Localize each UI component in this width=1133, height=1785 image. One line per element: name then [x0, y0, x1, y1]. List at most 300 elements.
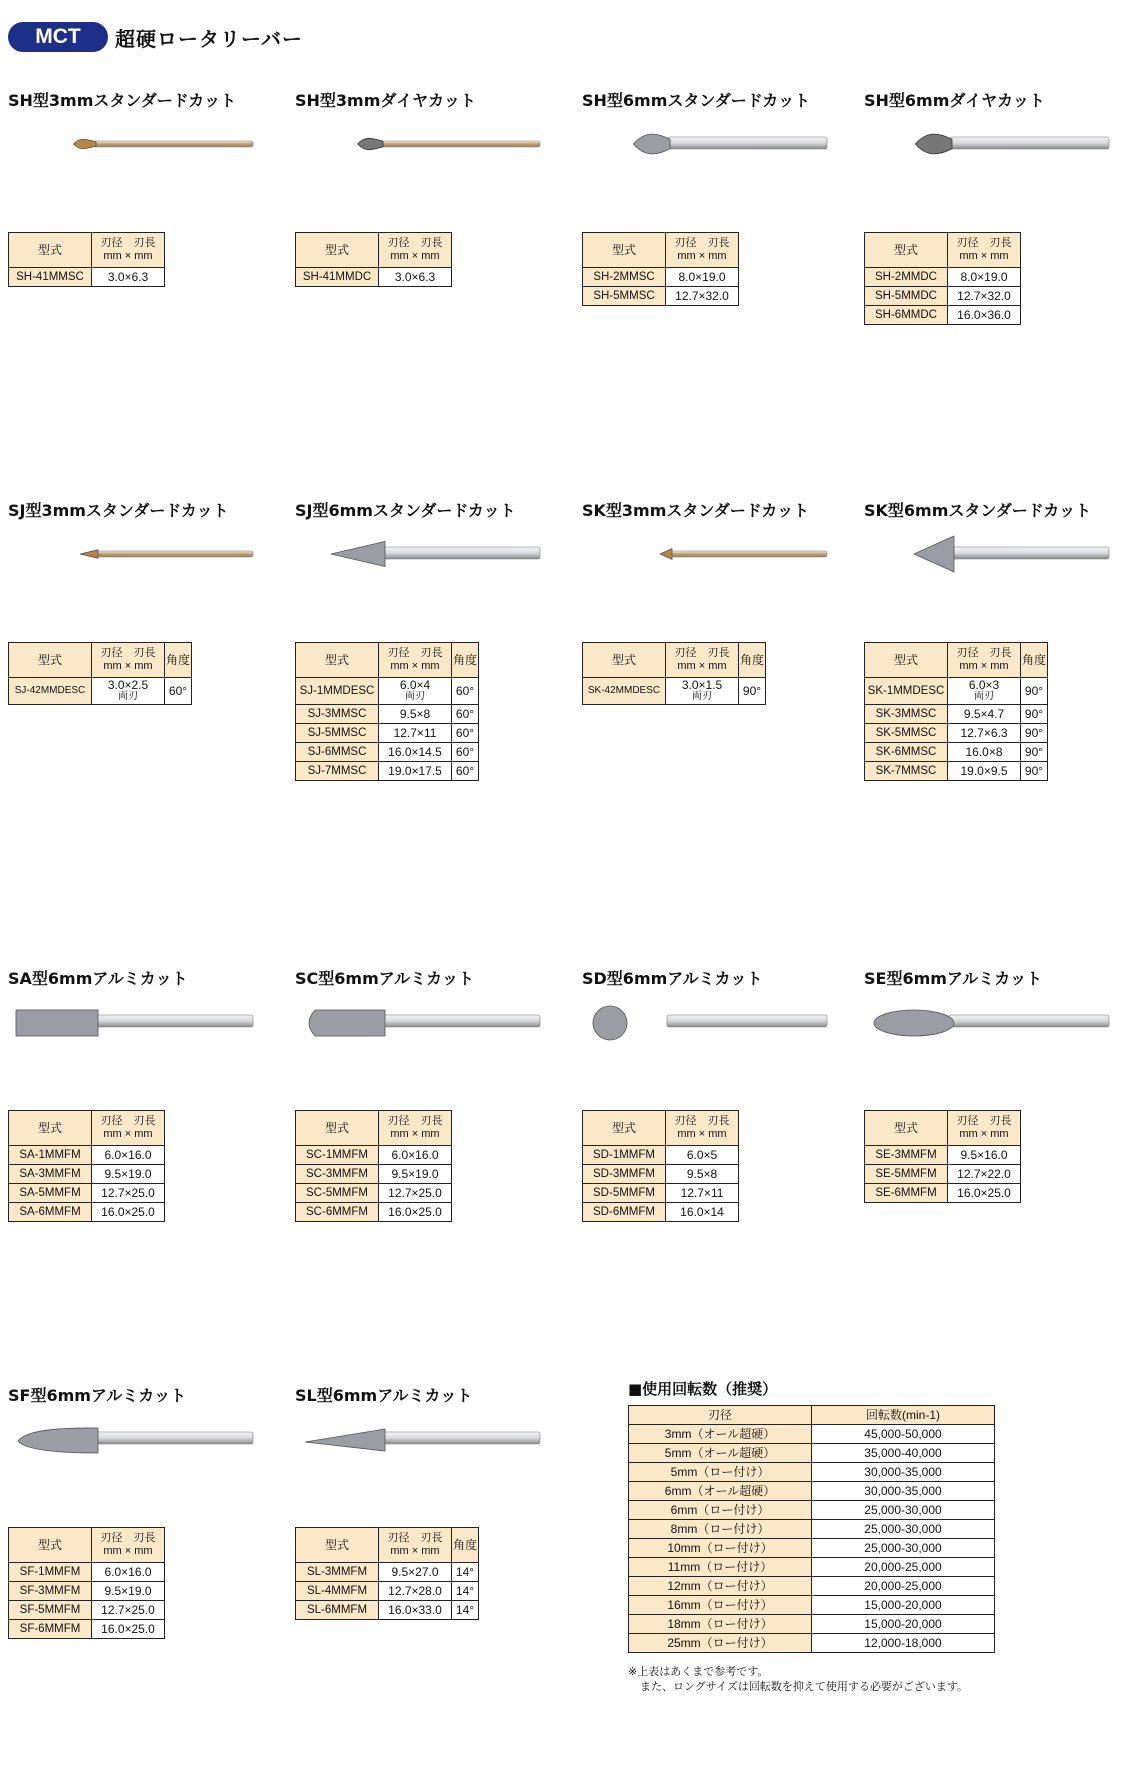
product-card — [864, 500, 1133, 778]
rpm-size-cell: 10mm（ロー付け） — [629, 1539, 812, 1558]
dimension-cell — [666, 1146, 739, 1165]
dimension-cell — [948, 1184, 1021, 1203]
dimension-cell — [379, 743, 452, 762]
col-dimension — [92, 1111, 165, 1146]
col-angle: 角度 — [452, 643, 479, 678]
dimension-cell — [92, 1203, 165, 1222]
table-row — [865, 287, 1021, 306]
product-title: SC型6mmアルミカット — [295, 969, 474, 988]
bur-image — [8, 122, 258, 168]
dimension-cell — [666, 287, 739, 306]
table-row — [865, 724, 1048, 743]
dimension-value: 9.5×8 — [399, 707, 431, 721]
rpm-size-cell: 5mm（オール超硬） — [629, 1444, 812, 1463]
col-dimension-line2: mm × mm — [103, 1545, 153, 1557]
col-model: 型式 — [583, 233, 666, 268]
table-row — [296, 1203, 452, 1222]
spec-header-row — [9, 1111, 165, 1146]
rpm-row — [629, 1425, 995, 1444]
rpm-speed-cell: 30,000-35,000 — [812, 1482, 995, 1501]
table-row — [296, 1184, 452, 1203]
product-title: SK型6mmスタンダードカット — [864, 501, 1092, 520]
rpm-size-cell: 8mm（ロー付け） — [629, 1520, 812, 1539]
dimension-value: 16.0×25.0 — [388, 1205, 442, 1219]
product-title: SL型6mmアルミカット — [295, 1386, 473, 1405]
angle-cell: 90° — [1021, 705, 1048, 724]
table-row — [583, 287, 739, 306]
col-model: 型式 — [9, 1528, 92, 1563]
dimension-cell — [92, 1146, 165, 1165]
model-cell: SH-2MMDC — [865, 268, 948, 287]
spec-header-row — [9, 233, 165, 268]
dimension-cell — [666, 1184, 739, 1203]
dimension-cell — [948, 1146, 1021, 1165]
dimension-value: 19.0×9.5 — [960, 764, 1008, 778]
dimension-value: 6.0×16.0 — [391, 1148, 439, 1162]
table-row — [9, 1582, 165, 1601]
model-cell: SH-41MMSC — [9, 268, 92, 287]
product-card — [295, 500, 565, 778]
spec-table — [295, 1527, 479, 1620]
product-card — [8, 90, 278, 284]
table-row — [296, 1563, 479, 1582]
col-dimension-line1: 刃径 刃長 — [387, 1115, 443, 1127]
table-row — [296, 1601, 479, 1620]
col-dimension-line1: 刃径 刃長 — [100, 1115, 156, 1127]
dimension-cell — [948, 678, 1021, 705]
spec-table — [295, 1110, 452, 1222]
table-row — [865, 1165, 1021, 1184]
angle-cell: 90° — [1021, 678, 1048, 705]
col-dimension — [948, 233, 1021, 268]
rpm-speed-cell: 25,000-30,000 — [812, 1520, 995, 1539]
spec-header-row — [583, 1111, 739, 1146]
model-cell: SH-6MMDC — [865, 306, 948, 325]
model-cell: SJ-6MMSC — [296, 743, 379, 762]
spec-table — [8, 642, 192, 705]
product-card — [582, 90, 852, 303]
spec-table — [864, 1110, 1021, 1203]
rpm-size-cell: 5mm（ロー付け） — [629, 1463, 812, 1482]
col-dimension-line2: mm × mm — [390, 1128, 440, 1140]
product-title: SH型6mmダイヤカット — [864, 91, 1045, 110]
product-title: SJ型6mmスタンダードカット — [295, 501, 516, 520]
product-title: SK型3mmスタンダードカット — [582, 501, 810, 520]
dimension-value: 9.5×4.7 — [963, 707, 1005, 721]
dimension-value: 3.0×6.3 — [107, 270, 149, 284]
dimension-value: 6.0×5 — [686, 1148, 718, 1162]
product-card — [295, 1385, 565, 1617]
dimension-value: 16.0×25.0 — [957, 1186, 1011, 1200]
col-dimension-line1: 刃径 刃長 — [956, 647, 1012, 659]
rpm-speed-cell: 15,000-20,000 — [812, 1596, 995, 1615]
col-model: 型式 — [9, 233, 92, 268]
product-title: SE型6mmアルミカット — [864, 969, 1043, 988]
model-cell: SL-4MMFM — [296, 1582, 379, 1601]
model-cell: SC-1MMFM — [296, 1146, 379, 1165]
model-cell: SL-3MMFM — [296, 1563, 379, 1582]
col-model: 型式 — [296, 233, 379, 268]
col-dimension-line2: mm × mm — [103, 250, 153, 262]
dimension-note: 両刃 — [974, 691, 994, 702]
col-dimension — [379, 233, 452, 268]
rpm-size-cell: 3mm（オール超硬） — [629, 1425, 812, 1444]
model-cell: SA-1MMFM — [9, 1146, 92, 1165]
col-dimension-line1: 刃径 刃長 — [956, 1115, 1012, 1127]
angle-cell: 90° — [1021, 743, 1048, 762]
dimension-value: 3.0×1.5 — [681, 678, 723, 692]
dimension-value: 16.0×14 — [680, 1205, 724, 1219]
spec-header-row — [583, 643, 766, 678]
dimension-value: 9.5×8 — [686, 1167, 718, 1181]
dimension-cell — [92, 1184, 165, 1203]
model-cell: SC-6MMFM — [296, 1203, 379, 1222]
spec-header-row — [9, 643, 192, 678]
product-title: SH型3mmスタンダードカット — [8, 91, 237, 110]
angle-cell: 90° — [1021, 724, 1048, 743]
rpm-table — [628, 1405, 995, 1653]
dimension-cell — [92, 1563, 165, 1582]
col-dimension — [666, 233, 739, 268]
model-cell: SK-7MMSC — [865, 762, 948, 781]
rpm-note-line2: また、ロングサイズは回転数を抑えて使用する必要がございます。 — [640, 1680, 969, 1693]
dimension-cell — [948, 306, 1021, 325]
model-cell: SJ-42MMDESC — [9, 678, 92, 705]
model-cell: SH-5MMDC — [865, 287, 948, 306]
dimension-cell — [92, 1601, 165, 1620]
model-cell: SE-5MMFM — [865, 1165, 948, 1184]
rpm-speed-cell: 12,000-18,000 — [812, 1634, 995, 1653]
dimension-cell — [948, 762, 1021, 781]
bur-image — [295, 1000, 545, 1046]
rpm-row — [629, 1634, 995, 1653]
model-cell: SJ-3MMSC — [296, 705, 379, 724]
dimension-cell — [666, 268, 739, 287]
col-dimension-line2: mm × mm — [677, 660, 727, 672]
bur-image — [582, 532, 832, 578]
col-dimension — [666, 1111, 739, 1146]
bur-image — [295, 532, 545, 578]
model-cell: SH-2MMSC — [583, 268, 666, 287]
product-title: SH型3mmダイヤカット — [295, 91, 476, 110]
dimension-value: 19.0×17.5 — [388, 764, 442, 778]
rpm-row — [629, 1615, 995, 1634]
bur-image — [582, 1000, 832, 1046]
model-cell: SK-3MMSC — [865, 705, 948, 724]
col-model: 型式 — [296, 1111, 379, 1146]
product-title: SJ型3mmスタンダードカット — [8, 501, 229, 520]
col-dimension-line1: 刃径 刃長 — [387, 647, 443, 659]
dimension-value: 16.0×25.0 — [101, 1205, 155, 1219]
table-row — [583, 1184, 739, 1203]
col-dimension — [379, 1111, 452, 1146]
rpm-header-row — [629, 1406, 995, 1425]
dimension-value: 8.0×19.0 — [678, 270, 726, 284]
product-title: SF型6mmアルミカット — [8, 1386, 187, 1405]
angle-cell: 14° — [452, 1563, 479, 1582]
dimension-cell — [948, 724, 1021, 743]
col-angle: 角度 — [739, 643, 766, 678]
spec-header-row — [296, 643, 479, 678]
bur-image — [864, 1000, 1114, 1046]
model-cell: SK-42MMDESC — [583, 678, 666, 705]
col-angle: 角度 — [452, 1528, 479, 1563]
spec-header-row — [583, 233, 739, 268]
brand-badge: MCT — [8, 22, 108, 52]
product-card — [8, 1385, 278, 1636]
col-model: 型式 — [9, 643, 92, 678]
table-row — [583, 678, 766, 705]
col-model: 型式 — [865, 233, 948, 268]
dimension-value: 16.0×33.0 — [388, 1603, 442, 1617]
rpm-row — [629, 1482, 995, 1501]
table-row — [865, 1184, 1021, 1203]
col-dimension-line1: 刃径 刃長 — [674, 647, 730, 659]
spec-header-row — [865, 233, 1021, 268]
dimension-value: 6.0×16.0 — [104, 1565, 152, 1579]
dimension-value: 9.5×19.0 — [391, 1167, 439, 1181]
col-dimension-line1: 刃径 刃長 — [956, 237, 1012, 249]
dimension-value: 12.7×6.3 — [960, 726, 1008, 740]
table-row — [9, 268, 165, 287]
table-row — [9, 1601, 165, 1620]
model-cell: SJ-1MMDESC — [296, 678, 379, 705]
dimension-value: 9.5×19.0 — [104, 1167, 152, 1181]
model-cell: SF-1MMFM — [9, 1563, 92, 1582]
col-model: 型式 — [865, 1111, 948, 1146]
dimension-value: 6.0×3 — [968, 678, 1000, 692]
dimension-cell — [379, 1582, 452, 1601]
bur-image — [295, 1417, 545, 1463]
table-row — [296, 1582, 479, 1601]
col-model: 型式 — [296, 1528, 379, 1563]
col-dimension-line2: mm × mm — [103, 1128, 153, 1140]
product-card — [8, 968, 278, 1219]
col-dimension-line2: mm × mm — [677, 1128, 727, 1140]
rpm-speed-cell: 20,000-25,000 — [812, 1577, 995, 1596]
rpm-col-size: 刃径 — [629, 1406, 812, 1425]
dimension-value: 12.7×11 — [393, 726, 437, 740]
bur-image — [295, 122, 545, 168]
col-dimension-line2: mm × mm — [959, 1128, 1009, 1140]
dimension-value: 12.7×32.0 — [957, 289, 1011, 303]
spec-table — [582, 1110, 739, 1222]
rpm-col-speed: 回転数(min-1) — [812, 1406, 995, 1425]
spec-header-row — [296, 1111, 452, 1146]
bur-image — [8, 1000, 258, 1046]
model-cell: SJ-7MMSC — [296, 762, 379, 781]
dimension-cell — [379, 1563, 452, 1582]
col-model: 型式 — [583, 643, 666, 678]
spec-table — [582, 232, 739, 306]
model-cell: SD-3MMFM — [583, 1165, 666, 1184]
angle-cell: 60° — [452, 705, 479, 724]
col-dimension-line1: 刃径 刃長 — [100, 647, 156, 659]
dimension-cell — [92, 268, 165, 287]
col-dimension-line2: mm × mm — [959, 660, 1009, 672]
rpm-row — [629, 1577, 995, 1596]
dimension-value: 12.7×32.0 — [675, 289, 729, 303]
table-row — [583, 1165, 739, 1184]
spec-header-row — [865, 643, 1048, 678]
angle-cell: 60° — [452, 743, 479, 762]
spec-table — [864, 232, 1021, 325]
col-dimension — [379, 643, 452, 678]
table-row — [296, 1146, 452, 1165]
dimension-value: 12.7×25.0 — [388, 1186, 442, 1200]
product-card — [295, 90, 565, 284]
table-row — [9, 1203, 165, 1222]
table-row — [865, 1146, 1021, 1165]
spec-table — [8, 232, 165, 287]
rpm-row — [629, 1558, 995, 1577]
dimension-cell — [379, 762, 452, 781]
page-title: 超硬ロータリーバー — [115, 26, 303, 51]
dimension-value: 16.0×14.5 — [388, 745, 442, 759]
dimension-note: 両刃 — [118, 691, 138, 702]
angle-cell: 60° — [452, 724, 479, 743]
bur-image — [8, 532, 258, 578]
dimension-value: 12.7×11 — [680, 1186, 724, 1200]
rpm-note-line1: ※上表はあくまで参考です。 — [628, 1665, 769, 1678]
table-row — [9, 678, 192, 705]
spec-table — [295, 642, 479, 781]
dimension-cell — [92, 678, 165, 705]
model-cell: SA-3MMFM — [9, 1165, 92, 1184]
dimension-cell — [92, 1620, 165, 1639]
table-row — [865, 762, 1048, 781]
dimension-cell — [666, 678, 739, 705]
table-row — [296, 1165, 452, 1184]
table-row — [296, 268, 452, 287]
table-row — [296, 743, 479, 762]
col-angle: 角度 — [165, 643, 192, 678]
dimension-cell — [379, 1203, 452, 1222]
table-row — [865, 743, 1048, 762]
col-angle: 角度 — [1021, 643, 1048, 678]
dimension-value: 9.5×19.0 — [104, 1584, 152, 1598]
dimension-cell — [948, 268, 1021, 287]
table-row — [865, 705, 1048, 724]
model-cell: SA-5MMFM — [9, 1184, 92, 1203]
table-row — [296, 705, 479, 724]
dimension-cell — [379, 705, 452, 724]
model-cell: SF-3MMFM — [9, 1582, 92, 1601]
dimension-cell — [948, 743, 1021, 762]
col-dimension-line1: 刃径 刃長 — [387, 237, 443, 249]
product-card — [864, 90, 1133, 322]
rpm-speed-cell: 45,000-50,000 — [812, 1425, 995, 1444]
table-row — [583, 1203, 739, 1222]
dimension-value: 3.0×6.3 — [394, 270, 436, 284]
dimension-value: 12.7×25.0 — [101, 1186, 155, 1200]
dimension-cell — [666, 1165, 739, 1184]
rpm-size-cell: 12mm（ロー付け） — [629, 1577, 812, 1596]
col-dimension-line2: mm × mm — [959, 250, 1009, 262]
dimension-cell — [948, 287, 1021, 306]
col-dimension-line2: mm × mm — [390, 1545, 440, 1557]
table-row — [296, 724, 479, 743]
angle-cell: 90° — [1021, 762, 1048, 781]
col-dimension-line1: 刃径 刃長 — [674, 1115, 730, 1127]
spec-header-row — [9, 1528, 165, 1563]
spec-header-row — [865, 1111, 1021, 1146]
bur-image — [864, 532, 1114, 578]
col-dimension-line1: 刃径 刃長 — [100, 1532, 156, 1544]
angle-cell: 14° — [452, 1582, 479, 1601]
model-cell: SK-5MMSC — [865, 724, 948, 743]
spec-header-row — [296, 1528, 479, 1563]
spec-table — [582, 642, 766, 705]
rpm-size-cell: 6mm（ロー付け） — [629, 1501, 812, 1520]
rpm-size-cell: 11mm（ロー付け） — [629, 1558, 812, 1577]
dimension-cell — [379, 724, 452, 743]
dimension-cell — [379, 268, 452, 287]
col-model: 型式 — [9, 1111, 92, 1146]
col-dimension-line2: mm × mm — [103, 660, 153, 672]
product-card — [864, 968, 1133, 1200]
table-row — [865, 678, 1048, 705]
col-dimension — [948, 1111, 1021, 1146]
model-cell: SK-1MMDESC — [865, 678, 948, 705]
dimension-cell — [92, 1582, 165, 1601]
page-header — [8, 20, 303, 54]
bur-image — [8, 1417, 258, 1463]
rpm-speed-cell: 25,000-30,000 — [812, 1501, 995, 1520]
model-cell: SC-5MMFM — [296, 1184, 379, 1203]
angle-cell: 14° — [452, 1601, 479, 1620]
model-cell: SK-6MMSC — [865, 743, 948, 762]
spec-table — [864, 642, 1048, 781]
dimension-cell — [379, 1601, 452, 1620]
col-dimension — [948, 643, 1021, 678]
dimension-cell — [379, 1184, 452, 1203]
rpm-section-title: ■使用回転数（推奨） — [628, 1380, 778, 1398]
rpm-speed-cell: 25,000-30,000 — [812, 1539, 995, 1558]
model-cell: SD-5MMFM — [583, 1184, 666, 1203]
col-dimension-line2: mm × mm — [390, 660, 440, 672]
table-row — [865, 268, 1021, 287]
rpm-speed-cell: 30,000-35,000 — [812, 1463, 995, 1482]
dimension-value: 12.7×28.0 — [388, 1584, 442, 1598]
model-cell: SC-3MMFM — [296, 1165, 379, 1184]
col-dimension-line1: 刃径 刃長 — [674, 237, 730, 249]
col-dimension-line2: mm × mm — [390, 250, 440, 262]
angle-cell: 90° — [739, 678, 766, 705]
spec-table — [295, 232, 452, 287]
dimension-note: 両刃 — [405, 691, 425, 702]
col-dimension-line2: mm × mm — [677, 250, 727, 262]
angle-cell: 60° — [165, 678, 192, 705]
model-cell: SE-6MMFM — [865, 1184, 948, 1203]
dimension-cell — [92, 1165, 165, 1184]
rpm-size-cell: 16mm（ロー付け） — [629, 1596, 812, 1615]
col-dimension — [92, 233, 165, 268]
col-model: 型式 — [865, 643, 948, 678]
table-row — [296, 762, 479, 781]
rpm-speed-cell: 20,000-25,000 — [812, 1558, 995, 1577]
spec-table — [8, 1527, 165, 1639]
product-card — [582, 500, 852, 702]
product-title: SA型6mmアルミカット — [8, 969, 188, 988]
dimension-value: 9.5×16.0 — [960, 1148, 1008, 1162]
model-cell: SD-1MMFM — [583, 1146, 666, 1165]
dimension-value: 6.0×4 — [399, 678, 431, 692]
rpm-size-cell: 25mm（ロー付け） — [629, 1634, 812, 1653]
dimension-cell — [379, 678, 452, 705]
bur-image — [582, 122, 832, 168]
product-card — [8, 500, 278, 702]
